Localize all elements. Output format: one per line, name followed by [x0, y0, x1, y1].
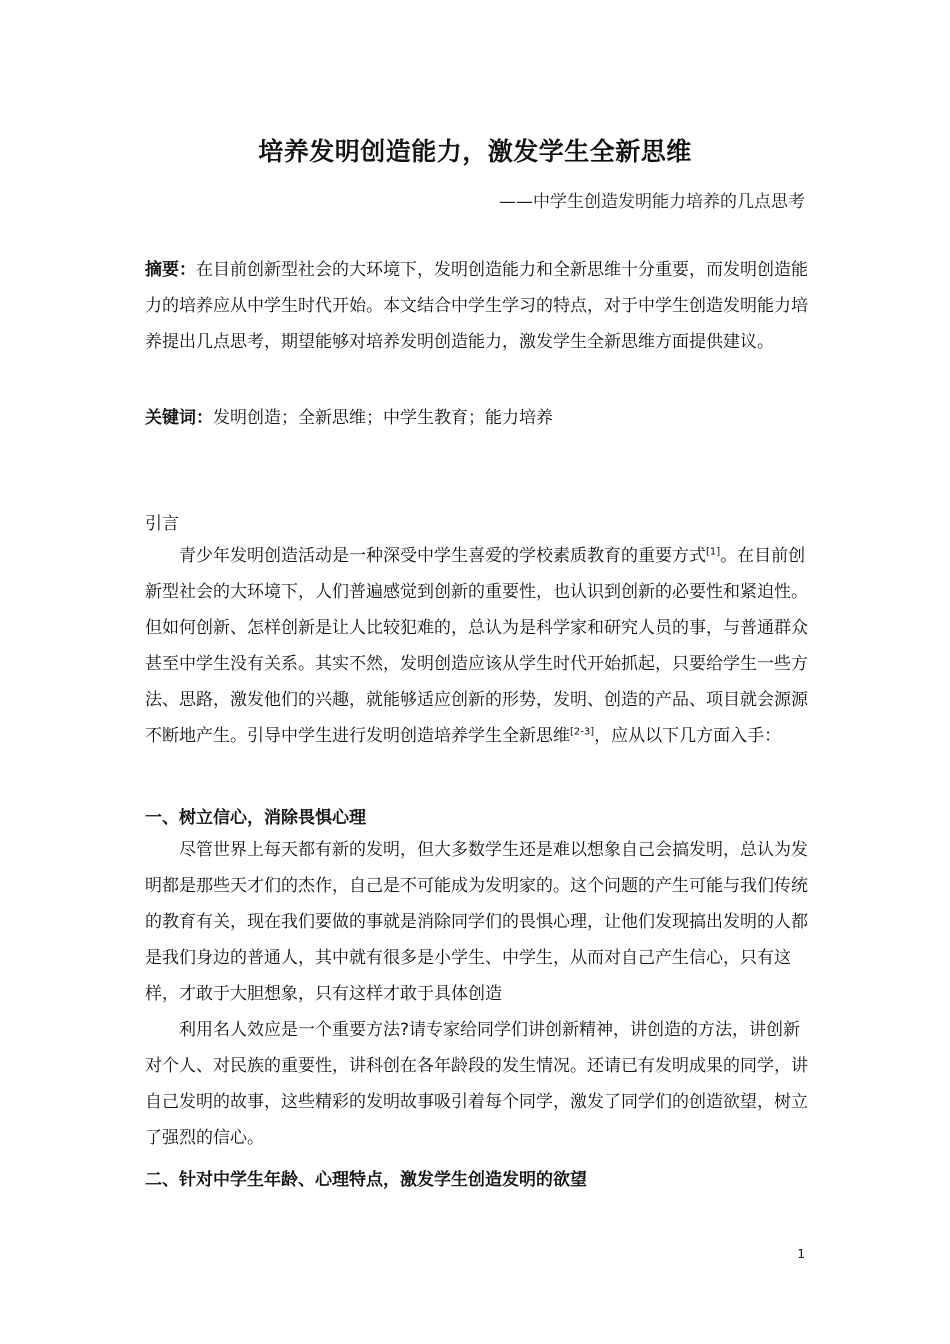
page-number: 1: [797, 1247, 805, 1261]
keywords-paragraph: [145, 400, 810, 436]
citation-1: [1]: [706, 546, 721, 558]
keywords-label: 关键词：: [145, 408, 213, 428]
abstract-paragraph: [145, 252, 810, 360]
section1-paragraph-2: 利用名人效应是一个重要方法?请专家给同学们讲创新精神，讲创造的方法，讲创新对个人、对民族的重要性，讲科创在各年龄段的发生情况。还请已有发明成果的同学，讲自己发明的故事，这些精彩的发明故事吸引着每个同学，激发了同学们的创造欲望，树立了强烈的信心。: [145, 1020, 808, 1148]
section1-paragraph-1: 尽管世界上每天都有新的发明，但大多数学生还是难以想象自己会搞发明，总认为发明都是那些天才们的杰作，自己是不可能成为发明家的。这个问题的产生可能与我们传统的教育有关，现在我们要做的事就是消除同学们的畏惧心理，让他们发现搞出发明的人都是我们身边的普通人，其中就有很多是小学生、中学生，从而对自己产生信心，只有这样，才敢于大胆想象，只有这样才敢于具体创造: [145, 840, 808, 1004]
intro-text-c: ，应从以下几方面入手：: [594, 726, 782, 746]
section1-heading: 一、树立信心，消除畏惧心理: [145, 808, 366, 828]
document-title: 培养发明创造能力，激发学生全新思维: [258, 137, 692, 166]
keywords-text: 发明创造；全新思维；中学生教育；能力培养: [213, 408, 553, 428]
document-subtitle: ——中学生创造发明能力培养的几点思考: [499, 192, 805, 212]
intro-text-b: 。在目前创新型社会的大环境下，人们普遍感觉到创新的重要性，也认识到创新的必要性和紧迫性。但如何创新、怎样创新是让人比较犯难的，总认为是科学家和研究人员的事，与普通群众甚至中学生没有关系。其实不然，发明创造应该从学生时代开始抓起，只要给学生一些方法、思路，激发他们的兴趣，就能够适应创新的形势，发明、创造的产品、项目就会源源不断地产生。引导中学生进行发明创造培养学生全新思维: [145, 546, 808, 746]
abstract-label: 摘要：: [145, 260, 196, 280]
intro-paragraph: [145, 538, 810, 754]
intro-text-a: 青少年发明创造活动是一种深受中学生喜爱的学校素质教育的重要方式: [179, 546, 706, 566]
section2-heading: 二、针对中学生年龄、心理特点，激发学生创造发明的欲望: [145, 1170, 587, 1190]
citation-2-3: [2-3]: [570, 726, 595, 738]
section1-body: [145, 832, 810, 1156]
intro-heading: 引言: [145, 514, 179, 534]
abstract-text: 在目前创新型社会的大环境下，发明创造能力和全新思维十分重要，而发明创造能力的培养应从中学生时代开始。本文结合中学生学习的特点，对于中学生创造发明能力培养提出几点思考，期望能够对培养发明创造能力，激发学生全新思维方面提供建议。: [145, 260, 808, 352]
